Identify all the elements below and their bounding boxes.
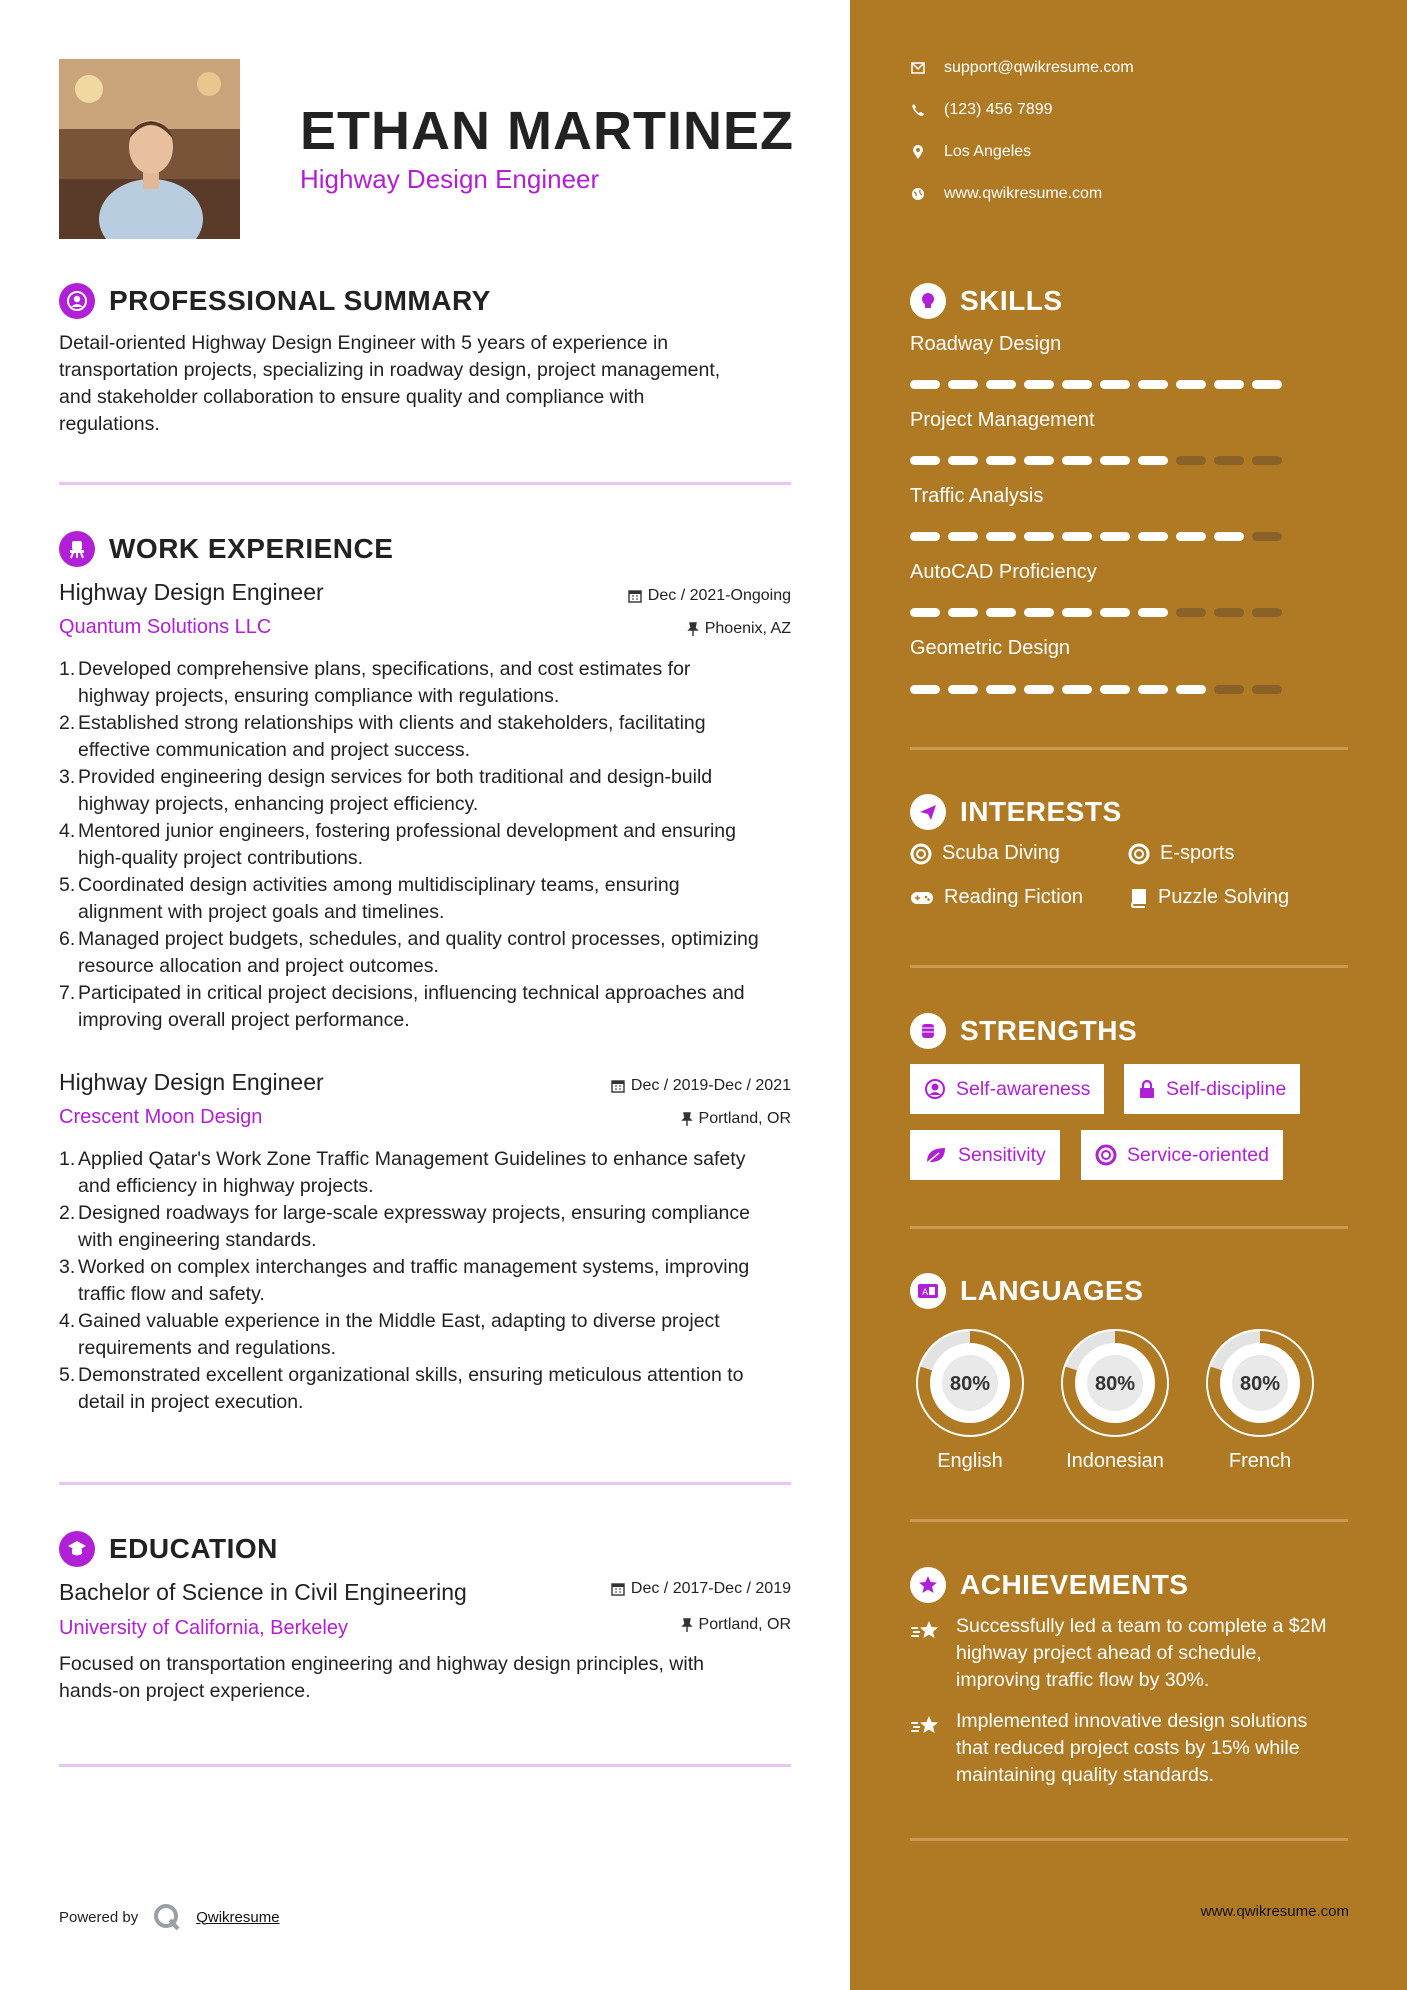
skill-dash (948, 685, 978, 694)
skill-bar (910, 685, 1282, 694)
bullet-line: highway projects, ensuring compliance with regulations. (78, 685, 560, 707)
section-divider (910, 1226, 1348, 1229)
languages-heading (910, 1273, 1143, 1309)
contact-phone (910, 101, 1053, 119)
bullet-line: Worked on complex interchanges and traffic management systems, improving (78, 1256, 750, 1278)
bullet-line: Established strong relationships with clients and stakeholders, facilitating (78, 712, 706, 734)
skill-dash (1138, 532, 1168, 541)
bullet-line: Mentored junior engineers, fostering professional development and ensuring (78, 820, 736, 842)
skill-dash (1024, 456, 1054, 465)
bullet-number: 6. (59, 928, 76, 950)
job-location (687, 620, 791, 638)
education-date (611, 1580, 791, 1598)
school-name: University of California, Berkeley (59, 1617, 348, 1639)
bullet-line: and efficiency in highway projects. (78, 1175, 374, 1197)
bullet-line: Managed project budgets, schedules, and quality control processes, optimizing (78, 928, 759, 950)
work-heading (59, 531, 393, 567)
fist-icon (910, 1013, 946, 1049)
skill-dash (1062, 532, 1092, 541)
bullet-line: resource allocation and project outcomes. (78, 955, 439, 977)
education-location-text: Portland, OR (698, 1616, 791, 1633)
achievement-line: highway project ahead of schedule, (956, 1642, 1262, 1664)
skill-dash (986, 380, 1016, 389)
achievement-line: maintaining quality standards. (956, 1764, 1214, 1786)
bullet-number: 1. (59, 1148, 76, 1170)
phone-text: (123) 456 7899 (944, 101, 1053, 118)
language-percent: 80% (1094, 1373, 1136, 1395)
bullet-line: requirements and regulations. (78, 1337, 336, 1359)
shooting-star-icon (910, 1619, 942, 1643)
job-company: Crescent Moon Design (59, 1106, 263, 1128)
bullet-line: high-quality project contributions. (78, 847, 364, 869)
book-icon (1128, 888, 1148, 908)
list-item (59, 1362, 799, 1416)
list-item (59, 1146, 799, 1200)
achievements-title: ACHIEVEMENTS (960, 1569, 1189, 1600)
bullet-line: detail in project execution. (78, 1391, 304, 1413)
summary-heading (59, 283, 491, 319)
calendar-icon (611, 1079, 625, 1093)
skill-dash (986, 456, 1016, 465)
job-company: Quantum Solutions LLC (59, 616, 272, 638)
interest-label: Scuba Diving (942, 842, 1060, 864)
skill-dash (1214, 456, 1244, 465)
skill-dash (1100, 380, 1130, 389)
interest-label: Puzzle Solving (1158, 886, 1290, 908)
skill-dash (910, 532, 940, 541)
bullet-line: traffic flow and safety. (78, 1283, 265, 1305)
globe-icon (911, 187, 925, 201)
achievements-heading (910, 1567, 1188, 1603)
skill-dash (1100, 456, 1130, 465)
skill-dash (1214, 685, 1244, 694)
skill-dash (910, 608, 940, 617)
skill-dash (1214, 532, 1244, 541)
skill-bar (910, 608, 1282, 617)
summary-line: and stakeholder collaboration to ensure quality and compliance with (59, 386, 645, 408)
language-percent: 80% (1239, 1373, 1281, 1395)
section-divider (910, 1838, 1348, 1841)
interest-item (910, 886, 1083, 909)
skill-name: Roadway Design (910, 333, 1062, 355)
education-location (681, 1616, 791, 1634)
list-item (59, 926, 799, 980)
phone-icon (911, 103, 925, 117)
skill-dash (1214, 380, 1244, 389)
job-title: Highway Design Engineer (59, 579, 324, 605)
skill-dash (1176, 456, 1206, 465)
skill-dash (1024, 532, 1054, 541)
achievement-line: Implemented innovative design solutions (956, 1710, 1308, 1732)
strength-label: Sensitivity (958, 1143, 1046, 1166)
interest-item (1128, 842, 1234, 865)
skill-bar (910, 532, 1282, 541)
education-description (59, 1651, 779, 1705)
skill-dash (1252, 380, 1282, 389)
job-location-text: Phoenix, AZ (704, 620, 791, 637)
bullet-line: highway projects, enhancing project efficiency. (78, 793, 479, 815)
skill-dash (1176, 608, 1206, 617)
skill-dash (1100, 685, 1130, 694)
language-item (905, 1318, 1035, 1473)
map-pin-icon (912, 144, 924, 160)
achievement-line: improving traffic flow by 30%. (956, 1669, 1210, 1691)
list-item (59, 872, 799, 926)
strength-chip (1124, 1064, 1300, 1114)
skill-name: Traffic Analysis (910, 485, 1044, 507)
list-item (59, 1254, 799, 1308)
envelope-icon (911, 62, 925, 74)
education-title: EDUCATION (109, 1533, 278, 1564)
pin-icon (681, 1112, 693, 1126)
skill-bar (910, 380, 1282, 389)
profile-photo-image (59, 59, 240, 239)
degree-title: Bachelor of Science in Civil Engineering (59, 1579, 467, 1605)
language-ring (905, 1318, 1035, 1448)
shooting-star-icon (910, 1714, 942, 1738)
skill-dash (1024, 685, 1054, 694)
skill-dash (910, 456, 940, 465)
interest-item (1128, 886, 1289, 909)
skill-dash (1252, 608, 1282, 617)
bullet-number: 1. (59, 658, 76, 680)
skill-dash (1138, 608, 1168, 617)
skill-dash (948, 456, 978, 465)
section-divider (910, 965, 1348, 968)
language-ring (1195, 1318, 1325, 1448)
section-divider (59, 482, 791, 485)
graduation-icon (59, 1531, 95, 1567)
strength-label: Self-discipline (1166, 1077, 1287, 1100)
list-item (59, 1200, 799, 1254)
bullet-line: Demonstrated excellent organizational skills, ensuring meticulous attention to (78, 1364, 744, 1386)
lightbulb-icon (910, 283, 946, 319)
bullet-line: Coordinated design activities among multidisciplinary teams, ensuring (78, 874, 680, 896)
location-text: Los Angeles (944, 143, 1032, 160)
strength-label: Self-awareness (956, 1077, 1091, 1100)
interests-title: INTERESTS (960, 796, 1122, 827)
list-item (59, 980, 799, 1034)
strength-chip (910, 1064, 1104, 1114)
calendar-icon (628, 589, 642, 603)
section-divider (910, 1519, 1348, 1522)
website-text[interactable]: www.qwikresume.com (944, 185, 1103, 202)
bullet-line: Designed roadways for large-scale expressway projects, ensuring compliance (78, 1202, 750, 1224)
skill-dash (1252, 456, 1282, 465)
powered-by-label: Powered by (59, 1908, 139, 1926)
skill-dash (986, 608, 1016, 617)
bullet-line: improving overall project performance. (78, 1009, 410, 1031)
language-percent: 80% (949, 1373, 991, 1395)
bullet-line: effective communication and project success. (78, 739, 470, 761)
skill-dash (948, 532, 978, 541)
strengths-title: STRENGTHS (960, 1015, 1138, 1046)
skill-dash (1062, 608, 1092, 617)
lifebuoy-icon (910, 843, 932, 865)
user-circle-icon (924, 1078, 946, 1100)
bullet-number: 7. (59, 982, 76, 1004)
summary-line: regulations. (59, 413, 160, 435)
skill-dash (1252, 685, 1282, 694)
paper-plane-icon (910, 794, 946, 830)
bullet-line: Applied Qatar's Work Zone Traffic Management Guidelines to enhance safety (78, 1148, 746, 1170)
work-title: WORK EXPERIENCE (109, 533, 394, 564)
language-name: French (1228, 1450, 1292, 1472)
list-item (59, 1308, 799, 1362)
section-divider (910, 747, 1348, 750)
languages-title: LANGUAGES (960, 1275, 1144, 1306)
bullet-number: 2. (59, 712, 76, 734)
bullet-number: 3. (59, 1256, 76, 1278)
gamepad-icon (910, 889, 934, 907)
footer-website[interactable]: www.qwikresume.com (1200, 1903, 1349, 1920)
skill-dash (1100, 532, 1130, 541)
skill-dash (1024, 608, 1054, 617)
powered-by (59, 1902, 280, 1932)
language-name: Indonesian (1066, 1450, 1164, 1472)
bullet-line: Provided engineering design services for both traditional and design-build (78, 766, 713, 788)
bullet-number: 4. (59, 820, 76, 842)
summary-title: PROFESSIONAL SUMMARY (109, 285, 491, 316)
svg-text:A: A (922, 1288, 929, 1298)
contact-email (910, 59, 1134, 77)
skill-dash (1062, 456, 1092, 465)
lock-icon (1138, 1079, 1156, 1099)
pin-icon (687, 622, 699, 636)
strength-label: Service-oriented (1127, 1143, 1269, 1166)
leaf-icon (924, 1145, 948, 1165)
section-divider (59, 1482, 791, 1485)
bullet-number: 2. (59, 1202, 76, 1224)
achievement-line: that reduced project costs by 15% while (956, 1737, 1300, 1759)
candidate-name: ETHAN MARTINEZ (300, 101, 794, 161)
contact-location (910, 143, 1031, 161)
achievement-item (910, 1613, 1350, 1694)
calendar-icon (611, 1582, 625, 1596)
language-item (1195, 1318, 1325, 1473)
skill-dash (1214, 608, 1244, 617)
language-item (1050, 1318, 1180, 1473)
interest-item (910, 842, 1060, 865)
bullet-line: with engineering standards. (78, 1229, 317, 1251)
list-item (59, 710, 799, 764)
education-line: hands-on project experience. (59, 1680, 311, 1702)
job-date-text: Dec / 2019-Dec / 2021 (630, 1077, 791, 1094)
education-heading (59, 1531, 278, 1567)
bullet-line: alignment with project goals and timelines. (78, 901, 445, 923)
education-date-text: Dec / 2017-Dec / 2019 (630, 1580, 791, 1597)
skill-dash (1176, 532, 1206, 541)
job-title: Highway Design Engineer (59, 1069, 324, 1095)
skill-bar (910, 456, 1282, 465)
summary-line: Detail-oriented Highway Design Engineer with 5 years of experience in (59, 332, 669, 354)
summary-line: transportation projects, specializing in roadway design, project management, (59, 359, 721, 381)
job-bullets (59, 1146, 799, 1416)
list-item (59, 764, 799, 818)
list-item (59, 818, 799, 872)
interests-heading (910, 794, 1122, 830)
translate-icon (910, 1273, 946, 1309)
lifebuoy-icon (1095, 1144, 1117, 1166)
skill-dash (1138, 380, 1168, 389)
skill-dash (1100, 608, 1130, 617)
bullet-number: 3. (59, 766, 76, 788)
strength-chip (1081, 1130, 1283, 1180)
job-date (611, 1077, 791, 1095)
skills-heading (910, 283, 1063, 319)
job-location-text: Portland, OR (698, 1110, 791, 1127)
skill-dash (1062, 380, 1092, 389)
bullet-number: 5. (59, 874, 76, 896)
contact-website (910, 185, 1102, 203)
skill-dash (1024, 380, 1054, 389)
list-item (59, 656, 799, 710)
job-bullets (59, 656, 799, 1034)
section-divider (59, 1764, 791, 1767)
skill-dash (1138, 456, 1168, 465)
achievement-item (910, 1708, 1350, 1789)
skill-name: Geometric Design (910, 637, 1071, 659)
strength-chip (910, 1130, 1060, 1180)
profile-photo (59, 59, 240, 239)
candidate-title: Highway Design Engineer (300, 164, 600, 194)
skill-dash (948, 380, 978, 389)
bullet-line: Gained valuable experience in the Middle East, adapting to diverse project (78, 1310, 720, 1332)
qwikresume-logo-icon (152, 1902, 182, 1932)
skill-dash (1176, 685, 1206, 694)
language-ring (1050, 1318, 1180, 1448)
summary-text (59, 330, 779, 438)
strengths-heading (910, 1013, 1137, 1049)
skill-name: AutoCAD Proficiency (910, 561, 1097, 583)
skill-dash (986, 532, 1016, 541)
achievement-line: Successfully led a team to complete a $2M (956, 1615, 1327, 1637)
pin-icon (681, 1618, 693, 1632)
bullet-line: Participated in critical project decisions, influencing technical approaches and (78, 982, 745, 1004)
bullet-line: Developed comprehensive plans, specifications, and cost estimates for (78, 658, 691, 680)
skill-dash (1138, 685, 1168, 694)
education-line: Focused on transportation engineering and highway design principles, with (59, 1653, 704, 1675)
job-date (628, 587, 791, 605)
chair-icon (59, 531, 95, 567)
job-date-text: Dec / 2021-Ongoing (647, 587, 791, 604)
user-icon (59, 283, 95, 319)
email-text[interactable]: support@qwikresume.com (944, 59, 1134, 76)
skill-name: Project Management (910, 409, 1095, 431)
interest-label: Reading Fiction (944, 886, 1083, 908)
bullet-number: 4. (59, 1310, 76, 1332)
interest-label: E-sports (1160, 842, 1235, 864)
language-name: English (937, 1450, 1003, 1472)
skill-dash (1062, 685, 1092, 694)
job-location (681, 1110, 791, 1128)
skill-dash (1252, 532, 1282, 541)
skill-dash (1176, 380, 1206, 389)
skill-dash (986, 685, 1016, 694)
skill-dash (948, 608, 978, 617)
skill-dash (910, 380, 940, 389)
lifebuoy-icon (1128, 843, 1150, 865)
skill-dash (910, 685, 940, 694)
bullet-number: 5. (59, 1364, 76, 1386)
qwikresume-link[interactable]: Qwikresume (196, 1908, 280, 1926)
star-icon (910, 1567, 946, 1603)
skills-title: SKILLS (960, 285, 1063, 316)
